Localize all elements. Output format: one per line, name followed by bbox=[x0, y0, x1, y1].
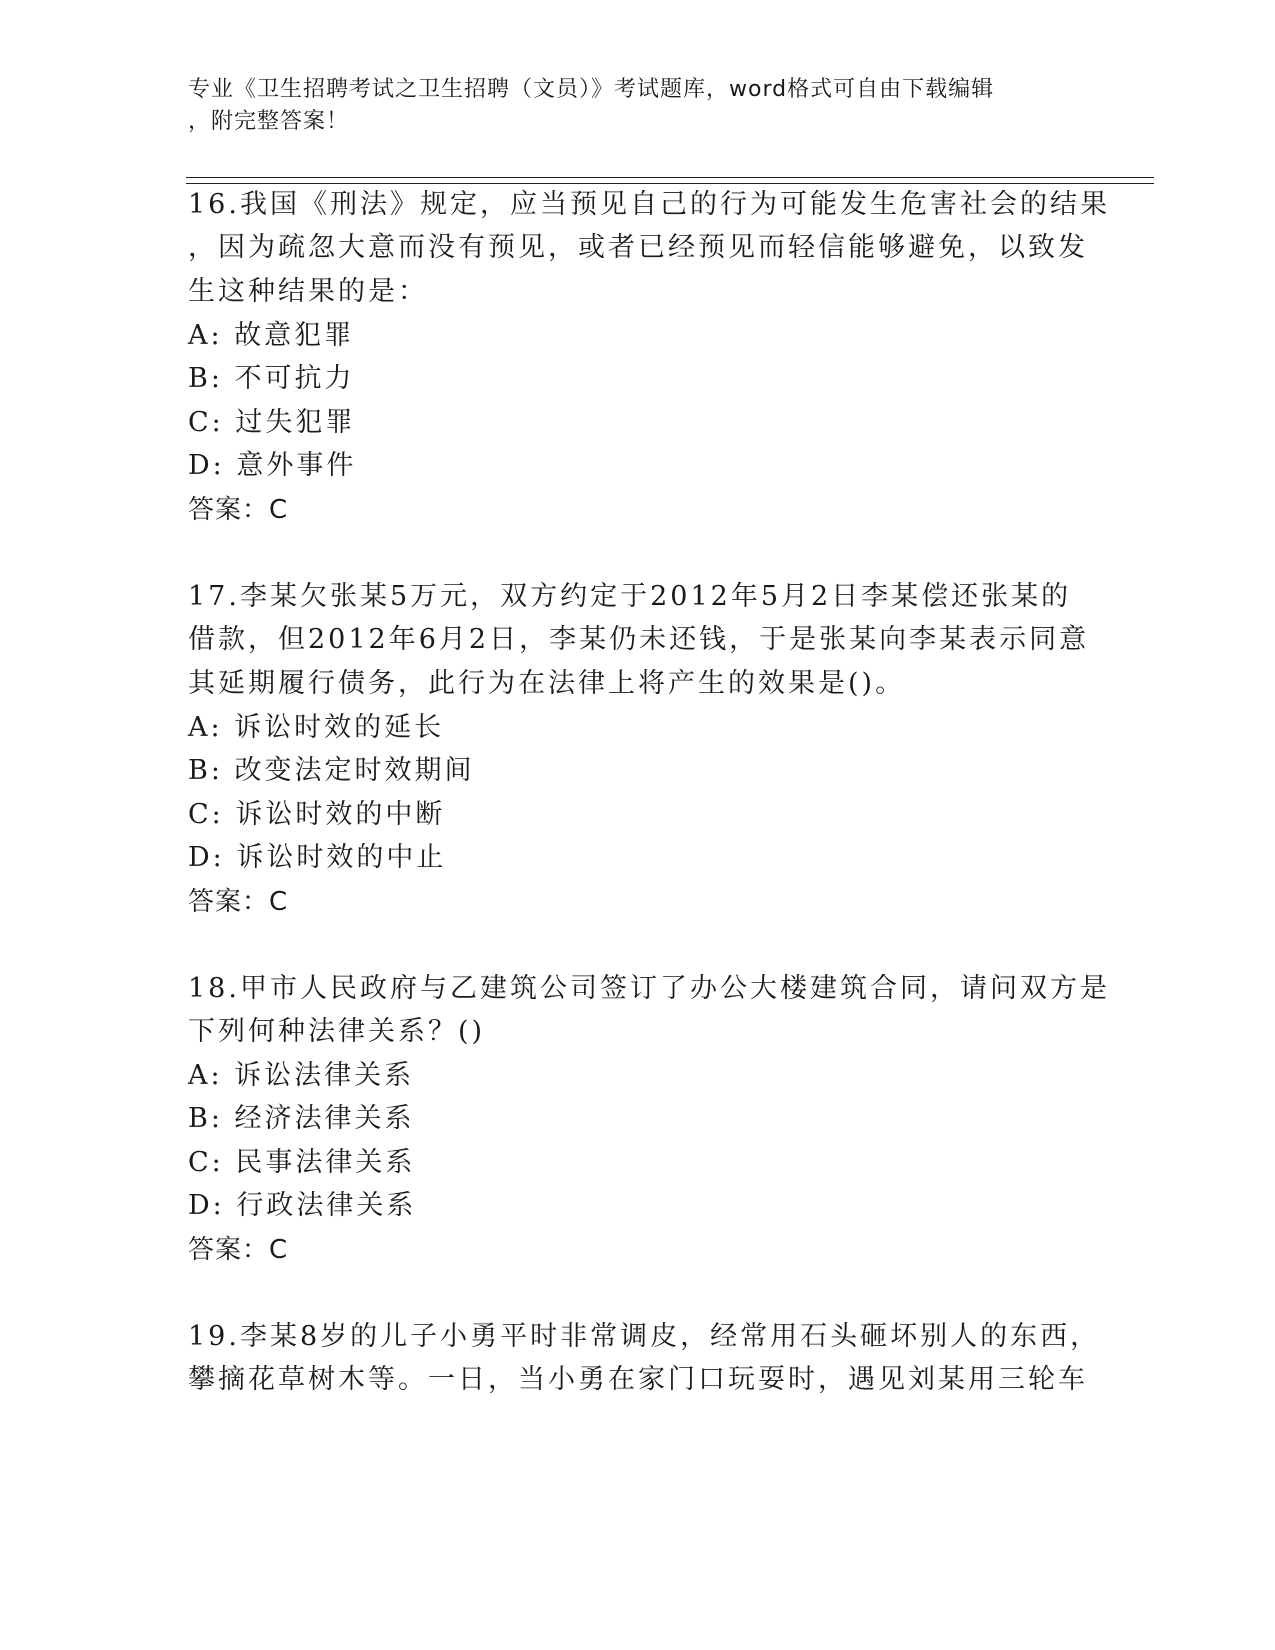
question-18-stem-line-1: 18.甲市人民政府与乙建筑公司签订了办公大楼建筑合同，请问双方是 bbox=[188, 973, 1110, 1004]
question-17-option-c: C: 诉讼时效的中断 bbox=[188, 799, 446, 830]
question-19-stem-line-1: 19.李某8岁的儿子小勇平时非常调皮，经常用石头砸坏别人的东西， bbox=[188, 1321, 1101, 1352]
question-18-answer: 答案：C bbox=[188, 1235, 289, 1265]
question-16-option-d: D: 意外事件 bbox=[188, 450, 357, 481]
question-16-option-b: B: 不可抗力 bbox=[188, 363, 355, 394]
question-17-option-b: B: 改变法定时效期间 bbox=[188, 755, 475, 786]
question-17-stem-line-3: 其延期履行债务，此行为在法律上将产生的效果是()。 bbox=[188, 668, 906, 699]
question-16-stem-line-1: 16.我国《刑法》规定，应当预见自己的行为可能发生危害社会的结果 bbox=[188, 189, 1110, 220]
question-19-stem-line-2: 攀摘花草树木等。一日，当小勇在家门口玩耍时，遇见刘某用三轮车 bbox=[188, 1364, 1088, 1395]
question-16-option-a: A: 故意犯罪 bbox=[188, 320, 355, 351]
question-18-stem-line-2: 下列何种法律关系？() bbox=[188, 1016, 486, 1047]
question-18-option-c: C: 民事法律关系 bbox=[188, 1147, 416, 1178]
header-divider-bottom bbox=[186, 183, 1154, 184]
question-17-stem-line-2: 借款，但2012年6月2日，李某仍未还钱，于是张某向李某表示同意 bbox=[188, 624, 1090, 655]
question-18-option-d: D: 行政法律关系 bbox=[188, 1190, 417, 1221]
header-title-continued: ，附完整答案！ bbox=[188, 109, 350, 134]
question-16-option-c: C: 过失犯罪 bbox=[188, 407, 356, 438]
question-17-option-a: A: 诉讼时效的延长 bbox=[188, 712, 445, 743]
question-16-stem-line-2: ，因为疏忽大意而没有预见，或者已经预见而轻信能够避免，以致发 bbox=[188, 232, 1088, 263]
question-17-stem-line-1: 17.李某欠张某5万元，双方约定于2012年5月2日李某偿还张某的 bbox=[188, 581, 1072, 612]
question-17-answer: 答案：C bbox=[188, 887, 289, 917]
question-17-option-d: D: 诉讼时效的中止 bbox=[188, 842, 447, 873]
header-divider-top bbox=[186, 177, 1154, 178]
question-18-option-b: B: 经济法律关系 bbox=[188, 1103, 415, 1134]
header-title: 专业《卫生招聘考试之卫生招聘（文员）》考试题库，word格式可自由下载编辑 bbox=[188, 77, 995, 102]
question-16-answer: 答案：C bbox=[188, 495, 289, 525]
question-16-stem-line-3: 生这种结果的是： bbox=[188, 276, 428, 307]
question-18-option-a: A: 诉讼法律关系 bbox=[188, 1060, 415, 1091]
